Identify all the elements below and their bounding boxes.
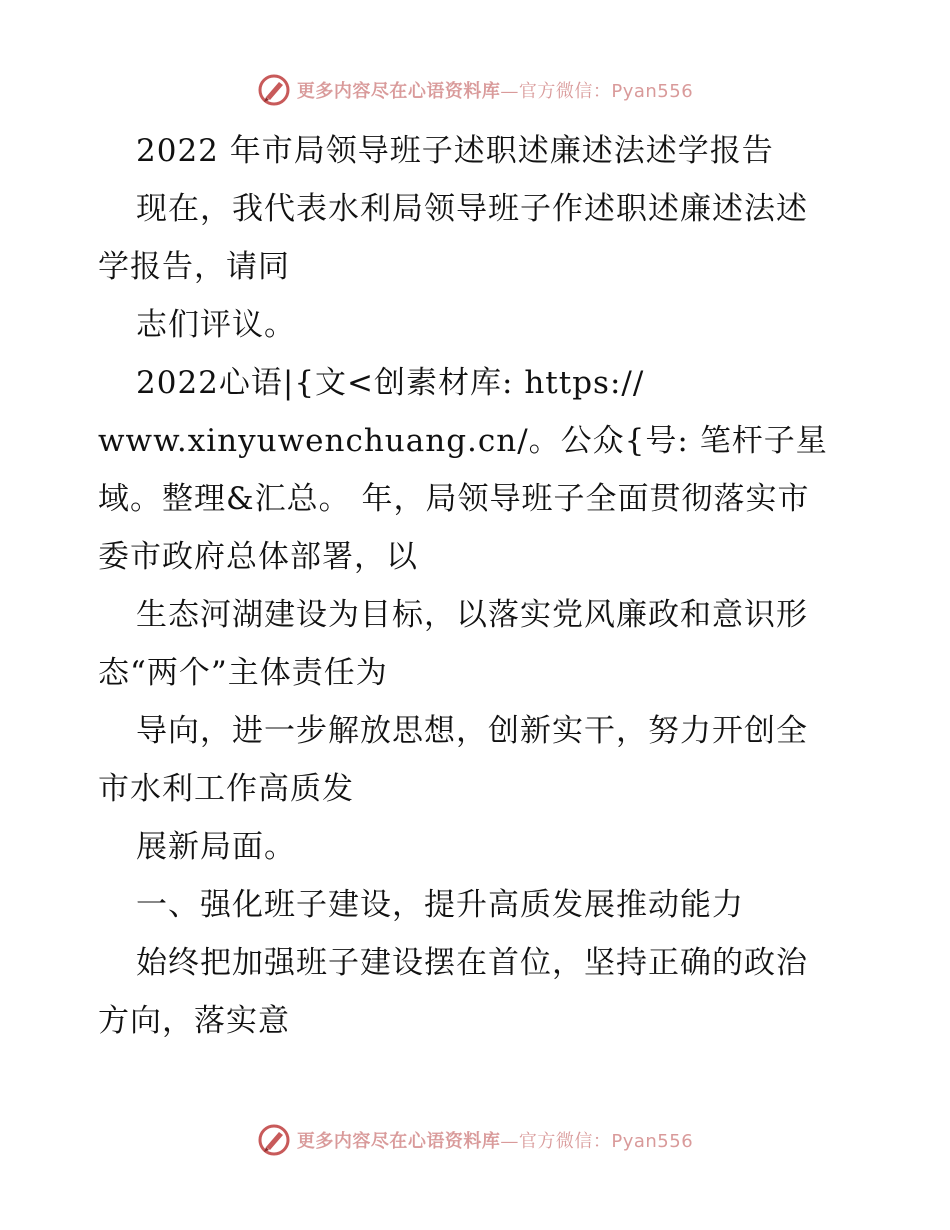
watermark-text: 更多内容尽在心语资料库—官方微信：Pyan556: [296, 81, 694, 102]
text-line: 现在，我代表水利局领导班子作述职述廉述法述: [136, 191, 808, 227]
text-line: 导向，进一步解放思想，创新实干，努力开创全: [136, 713, 808, 749]
document-body: [98, 122, 858, 1050]
text-line: 市水利工作高质发: [98, 771, 354, 807]
text-line: 学报告，请同: [98, 249, 290, 285]
text-line: 2022 年市局领导班子述职述廉述法述学报告: [136, 133, 774, 169]
text-line: 态“两个”主体责任为: [98, 655, 388, 691]
text-line: 志们评议。: [136, 307, 296, 343]
watermark-text: 更多内容尽在心语资料库—官方微信：Pyan556: [296, 1131, 694, 1152]
watermark-banner-top: [0, 70, 950, 110]
text-line: 生态河湖建设为目标，以落实党风廉政和意识形: [136, 597, 808, 633]
text-line: www.xinyuwenchuang.cn/。公众{号: 笔杆子星: [98, 423, 828, 459]
text-line: 2022心语|{文<创素材库: https://: [136, 365, 645, 401]
pen-circle-logo-icon: [257, 1123, 291, 1157]
text-line: 始终把加强班子建设摆在首位，坚持正确的政治: [136, 945, 808, 981]
text-line: 一、强化班子建设，提升高质发展推动能力: [136, 887, 744, 923]
text-line: 域。整理&汇总。 年，局领导班子全面贯彻落实市: [98, 481, 810, 517]
watermark-banner-bottom: [0, 1120, 950, 1160]
pen-circle-logo-icon: [257, 73, 291, 107]
text-line: 展新局面。: [136, 829, 296, 865]
text-line: 委市政府总体部署，以: [98, 539, 418, 575]
text-line: 方向，落实意: [98, 1003, 290, 1039]
